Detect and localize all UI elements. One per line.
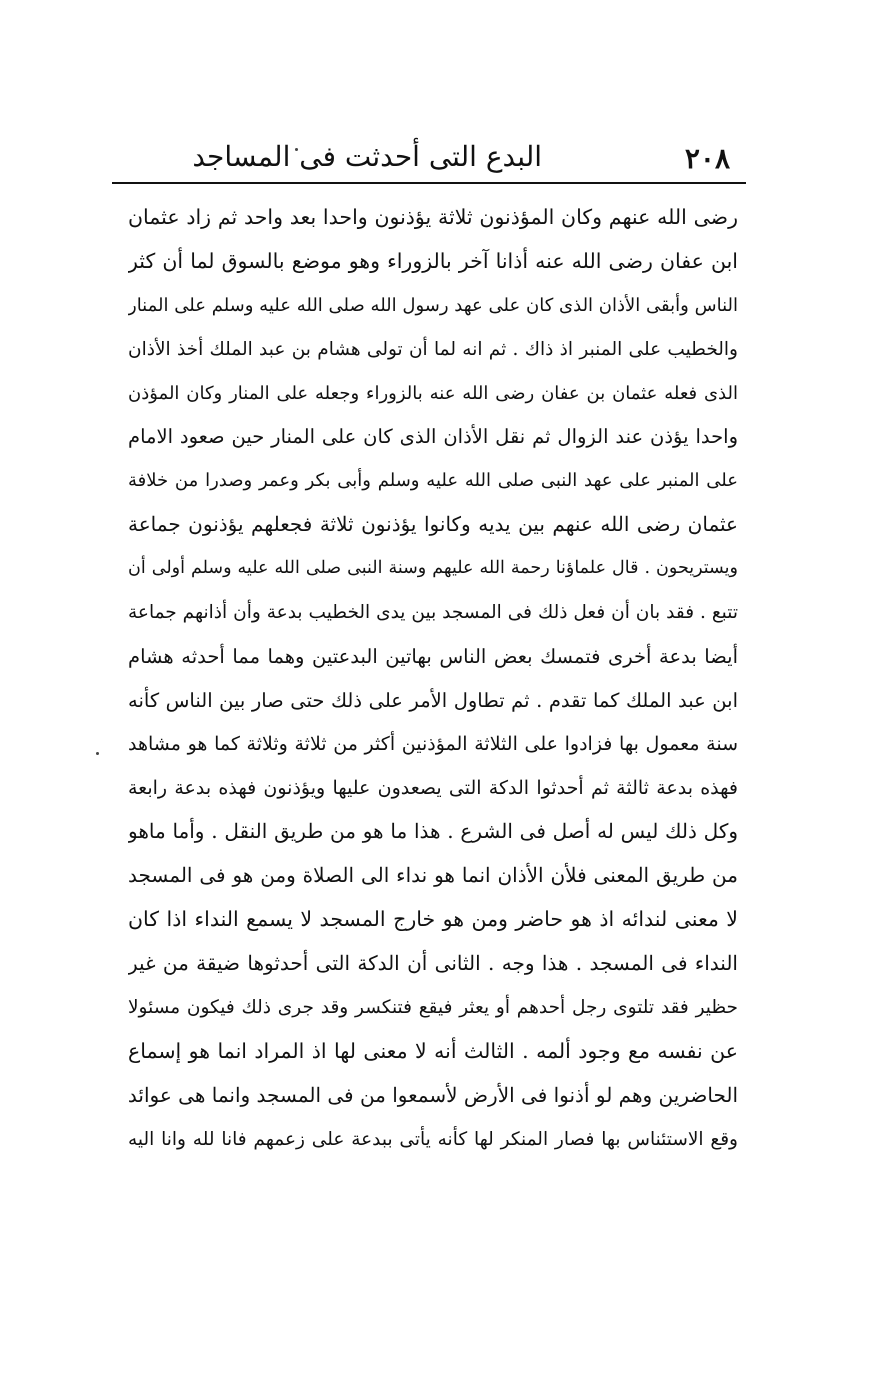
text-line: حظير فقد تلتوى رجل أحدهم أو يعثر فيقع فتنكسر وقد جرى ذلك فيكون مسئولا (128, 997, 738, 1019)
text-line: النداء فى المسجد . هذا وجه . الثانى أن الدكة التى أحدثوها ضيقة من غير (128, 951, 738, 976)
text-line: الحاضرين وهم لو أذنوا فى الأرض لأسمعوا من فى المسجد وانما هى عوائد (128, 1082, 738, 1107)
text-line: الذى فعله عثمان بن عفان رضى الله عنه بالزوراء وجعله على المنار وكان المؤذن (128, 382, 738, 404)
text-line: لا معنى لندائه اذ هو حاضر ومن هو خارج المسجد لا يسمع النداء اذا كان (128, 907, 738, 932)
margin-dot (96, 752, 99, 755)
text-line: عن نفسه مع وجود ألمه . الثالث أنه لا معنى لها اذ المراد انما هو إسماع (128, 1038, 738, 1063)
text-line: سنة معمول بها فزادوا على الثلاثة المؤذنين أكثر من ثلاثة وثلاثة كما هو مشاهد (128, 732, 738, 755)
body-text (128, 196, 738, 1162)
page-number: ٢٠٨ (684, 142, 730, 175)
text-line: والخطيب على المنبر اذ ذاك . ثم انه لما أن تولى هشام بن عبد الملك أخذ الأذان (128, 338, 738, 360)
text-line: فهذه بدعة ثالثة ثم أحدثوا الدكة التى يصعدون عليها ويؤذنون فهذه بدعة رابعة (128, 776, 738, 799)
text-line: عثمان رضى الله عنهم بين يديه وكانوا يؤذنون ثلاثة فجعلهم يؤذنون جماعة (128, 512, 738, 537)
text-line: رضى الله عنهم وكان المؤذنون ثلاثة يؤذنون واحدا بعد واحد ثم زاد عثمان (128, 205, 738, 229)
text-line: ابن عفان رضى الله عنه أذانا آخر بالزوراء وهو موضع بالسوق لما أن كثر (128, 248, 738, 273)
text-line: ابن عبد الملك كما تقدم . ثم تطاول الأمر على ذلك حتى صار بين الناس كأنه (128, 688, 738, 712)
text-line: على المنبر على عهد النبى صلى الله عليه وسلم وأبى بكر وعمر وصدرا من خلافة (128, 470, 738, 492)
text-line: وقع الاستئناس بها فصار المنكر لها كأنه يأتى ببدعة على زعمهم فانا لله وانا اليه (128, 1128, 738, 1150)
text-line: تتبع . فقد بان أن فعل ذلك فى المسجد بين يدى الخطيب بدعة وأن أذانهم جماعة (128, 602, 738, 624)
text-line: الناس وأبقى الأذان الذى كان على عهد رسول الله صلى الله عليه وسلم على المنار (128, 294, 738, 316)
text-line: واحدا يؤذن عند الزوال ثم نقل الأذان الذى كان على المنار حين صعود الامام (128, 425, 738, 449)
text-line: ويستريحون . قال علماؤنا رحمة الله عليهم وسنة النبى صلى الله عليه وسلم أولى أن (128, 558, 738, 579)
running-title: البدع التى أحدثت فى المساجد (192, 140, 542, 173)
text-line: أيضا بدعة أخرى فتمسك بعض الناس بهاتين البدعتين وهما مما أحدثه هشام (128, 644, 738, 668)
page-header (112, 134, 740, 174)
text-line: من طريق المعنى فلأن الأذان انما هو نداء الى الصلاة ومن هو فى المسجد (128, 863, 738, 888)
header-rule (112, 182, 746, 184)
text-line: وكل ذلك ليس له أصل فى الشرع . هذا ما هو من طريق النقل . وأما ماهو (128, 819, 738, 844)
